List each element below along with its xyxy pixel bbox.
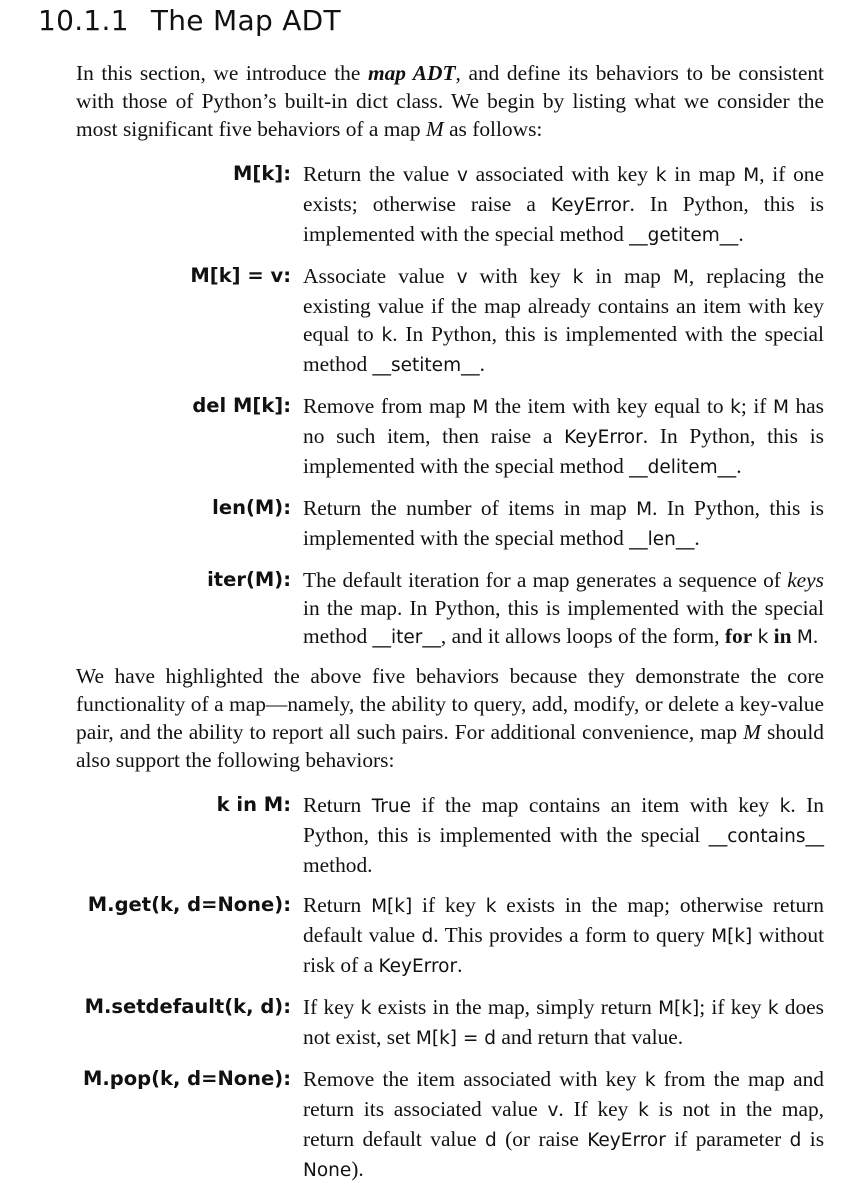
behavior-term: M[k] = v:	[190, 264, 291, 287]
behavior-iter	[0, 566, 848, 652]
behavior-description: Associate value v with key k in map M, replacing the existing value if the map already contains an item with key equal to k. In Python, this is implemented with the special method __setitem__.	[303, 264, 824, 376]
behavior-getitem	[0, 160, 848, 250]
behavior-term: M.pop(k, d=None):	[82, 1067, 291, 1090]
core-behaviors-list	[0, 160, 848, 652]
behavior-description: Remove the item associated with key k from the map and return its associated value v. If key k is not in the map, return default value d (or raise KeyError if parameter d is None).	[303, 1067, 825, 1181]
behavior-setitem	[0, 262, 848, 380]
behavior-term: len(M):	[212, 496, 291, 519]
behavior-term: iter(M):	[207, 568, 291, 591]
extra-behaviors-list	[0, 791, 848, 1185]
section-title: The Map ADT	[150, 4, 341, 37]
behavior-term: M.get(k, d=None):	[87, 893, 291, 916]
behavior-description: Return the number of items in map M. In Python, this is implemented with the special method __len__.	[303, 496, 824, 550]
behavior-description: Return the value v associated with key k in map M, if one exists; otherwise raise a KeyError. In Python, this is implemented with the special method __getitem__.	[303, 162, 824, 246]
behavior-setdefault	[0, 993, 848, 1053]
behavior-get	[0, 891, 848, 981]
behavior-term: del M[k]:	[192, 394, 291, 417]
behavior-len	[0, 494, 848, 554]
behavior-term: M[k]:	[233, 162, 291, 185]
behavior-term: k in M:	[216, 793, 291, 816]
behavior-pop	[0, 1065, 848, 1185]
behavior-description: If key k exists in the map, simply return M[k]; if key k does not exist, set M[k] = d and return that value.	[303, 995, 825, 1049]
behavior-contains	[0, 791, 848, 879]
behavior-description: Return M[k] if key k exists in the map; otherwise return default value d. This provides a form to query M[k] without risk of a KeyError.	[303, 893, 825, 977]
behavior-description: Remove from map M the item with key equal to k; if M has no such item, then raise a KeyError. In Python, this is implemented with the special method __delitem__.	[303, 394, 824, 478]
map-adt-term: map ADT	[367, 61, 456, 85]
middle-paragraph: We have highlighted the above five behaviors because they demonstrate the core functionality of a map—namely, the ability to query, add, modify, or delete a key-value pair, and the ability to report all such pairs. For additional convenience, map M should also support the following behaviors:	[76, 664, 824, 772]
section-number: 10.1.1	[38, 4, 129, 37]
behavior-delitem	[0, 392, 848, 482]
intro-paragraph: In this section, we introduce the map ADT, and define its behaviors to be consistent with those of Python’s built-in dict class. We begin by listing what we consider the most significant five behaviors of a map M as follows:	[76, 61, 824, 141]
behavior-term: M.setdefault(k, d):	[84, 995, 291, 1018]
section-heading	[38, 4, 341, 37]
behavior-description: Return True if the map contains an item with key k. In Python, this is implemented with the special __contains__ method.	[303, 793, 824, 877]
behavior-description: The default iteration for a map generates a sequence of keys in the map. In Python, this is implemented with the special method __iter__, and it allows loops of the form, for k in M.	[303, 568, 824, 648]
